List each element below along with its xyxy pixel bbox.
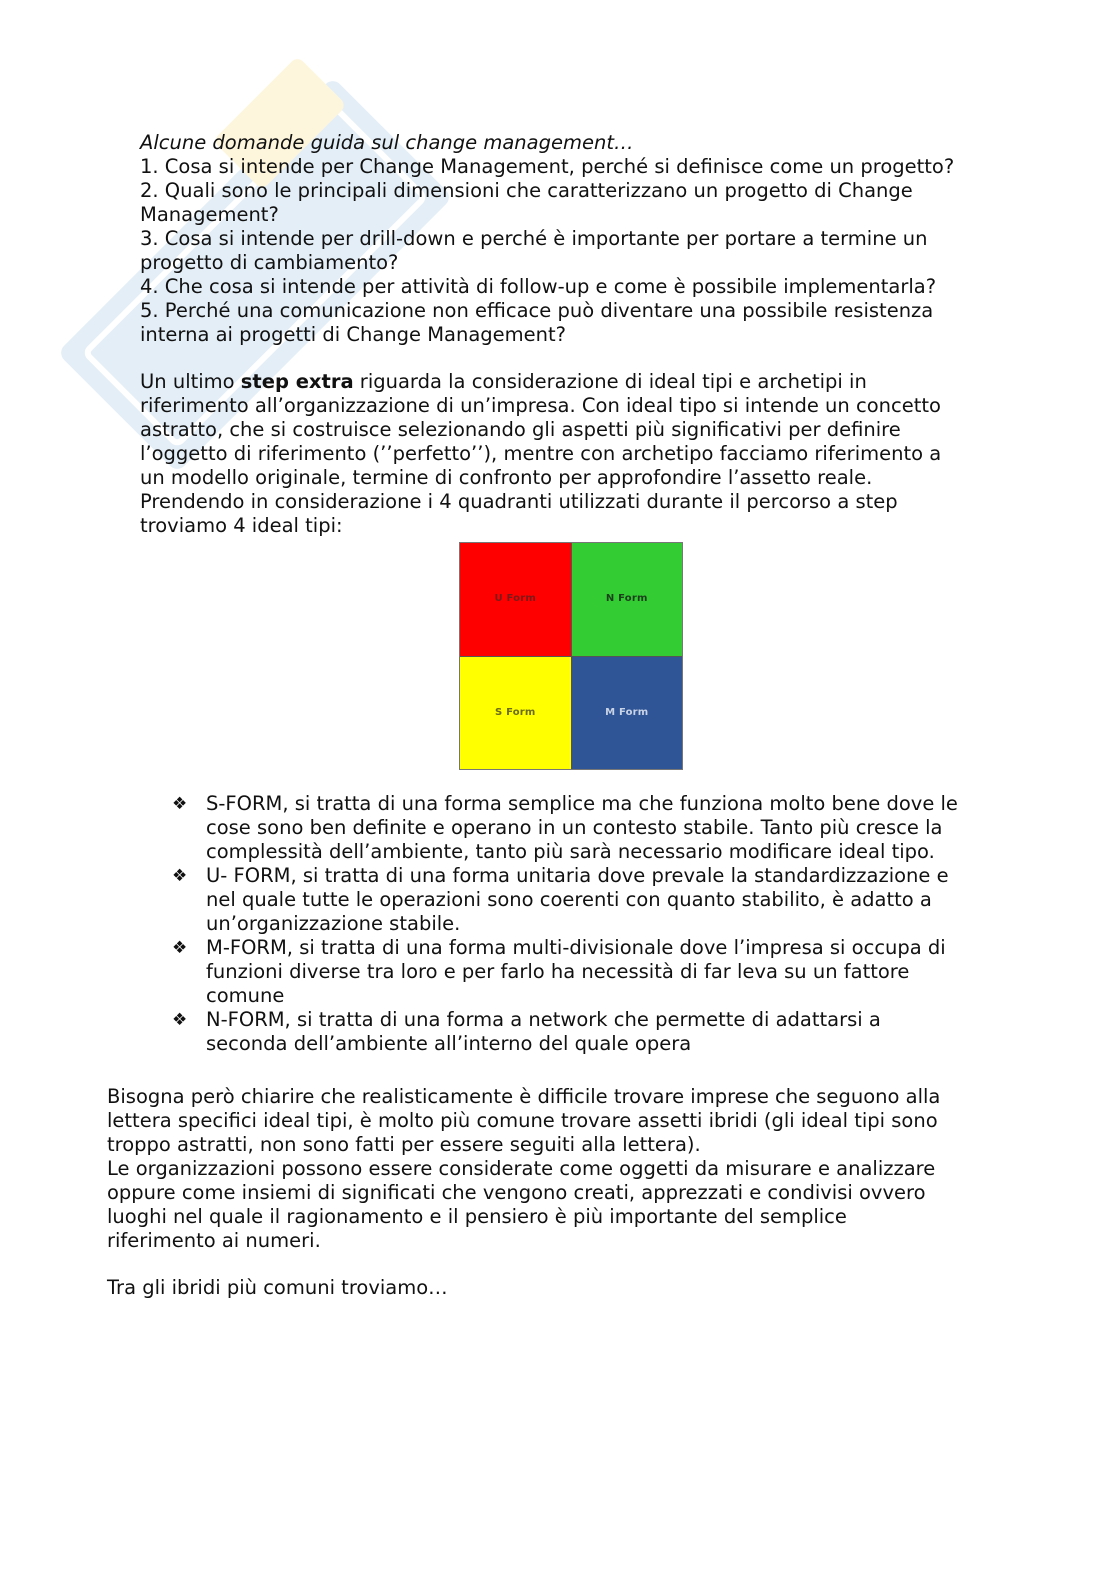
guiding-questions [140, 131, 1020, 347]
bullet-m-form [172, 936, 1052, 1008]
paragraph-line: un modello originale, termine di confronto per approfondire l’assetto reale. [140, 466, 873, 489]
paragraph-line: Le organizzazioni possono essere considerate come oggetti da misurare e analizzare [107, 1157, 936, 1180]
question-line: 5. Perché una comunicazione non efficace può diventare una possibile resistenza [140, 299, 934, 322]
paragraph-line: troppo astratti, non sono fatti per essere seguiti alla lettera). [107, 1133, 701, 1156]
paragraph-line: riferimento ai numeri. [107, 1229, 321, 1252]
bullet-s-form [172, 792, 1052, 864]
paragraph-hybrids [107, 1085, 1007, 1253]
diamond-bullet-icon: ❖ [172, 938, 188, 958]
bold-step-extra: step extra [240, 370, 354, 393]
question-3 [140, 227, 1020, 275]
paragraph-line: Prendendo in considerazione i 4 quadranti utilizzati durante il percorso a step [140, 490, 898, 513]
lead-text: Un ultimo [140, 370, 241, 393]
quadrant-n-form: N Form [572, 543, 683, 656]
form-bullet-list [172, 792, 1052, 1056]
diamond-bullet-icon: ❖ [172, 794, 188, 814]
paragraph-ideal-types [140, 370, 1020, 538]
bullet-line: un’organizzazione stabile. [206, 912, 461, 935]
question-1 [140, 155, 1020, 179]
closing-line: Tra gli ibridi più comuni troviamo… [107, 1276, 448, 1299]
paragraph-line: oppure come insiemi di significati che vengono creati, apprezzati e condivisi ovvero [107, 1181, 926, 1204]
question-4 [140, 275, 1020, 299]
bullet-line: seconda dell’ambiente all’interno del quale opera [206, 1032, 692, 1055]
paragraph-line: luoghi nel quale il ragionamento e il pensiero è più importante del semplice [107, 1205, 847, 1228]
question-line: 1. Cosa si intende per Change Management, perché si definisce come un progetto? [140, 155, 955, 178]
question-5 [140, 299, 1020, 347]
diamond-bullet-icon: ❖ [172, 1010, 188, 1030]
bullet-line: M-FORM, si tratta di una forma multi-divisionale dove l’impresa si occupa di [206, 936, 946, 959]
question-line: 4. Che cosa si intende per attività di follow-up e come è possibile implementarla? [140, 275, 937, 298]
bullet-n-form [172, 1008, 1052, 1056]
question-line: interna ai progetti di Change Management? [140, 323, 567, 346]
bullet-line: S-FORM, si tratta di una forma semplice ma che funziona molto bene dove le [206, 792, 958, 815]
questions-intro: Alcune domande guida sul change management… [140, 131, 634, 154]
bullet-line: U- FORM, si tratta di una forma unitaria dove prevale la standardizzazione e [206, 864, 949, 887]
paragraph-line: troviamo 4 ideal tipi: [140, 514, 343, 537]
paragraph-line: l’oggetto di riferimento (’’perfetto’’), mentre con archetipo facciamo riferimento a [140, 442, 942, 465]
quadrant-u-form: U Form [460, 543, 571, 656]
bullet-line: N-FORM, si tratta di una forma a network che permette di adattarsi a [206, 1008, 881, 1031]
paragraph-line: lettera specifici ideal tipi, è molto più comune trovare assetti ibridi (gli ideal tipi sono [107, 1109, 938, 1132]
four-quadrant-figure [459, 542, 683, 770]
diamond-bullet-icon: ❖ [172, 866, 188, 886]
bullet-line: nel quale tutte le operazioni sono coerenti con quanto stabilito, è adatto a [206, 888, 932, 911]
bullet-line: funzioni diverse tra loro e per farlo ha necessità di far leva su un fattore [206, 960, 910, 983]
paragraph-line: riferimento all’organizzazione di un’impresa. Con ideal tipo si intende un concetto [140, 394, 941, 417]
paragraph-line: astratto, che si costruisce selezionando gli aspetti più significativi per definire [140, 418, 901, 441]
quadrant-m-form: M Form [572, 657, 683, 770]
paragraph-line: Bisogna però chiarire che realisticamente è difficile trovare imprese che seguono alla [107, 1085, 941, 1108]
bullet-line: cose sono ben definite e operano in un contesto stabile. Tanto più cresce la [206, 816, 943, 839]
bullet-line: complessità dell’ambiente, tanto più sarà necessario modificare ideal tipo. [206, 840, 935, 863]
bullet-line: comune [206, 984, 285, 1007]
question-line: progetto di cambiamento? [140, 251, 399, 274]
question-2 [140, 179, 1020, 227]
paragraph-line [140, 370, 1020, 394]
quadrant-s-form: S Form [460, 657, 571, 770]
question-line: 3. Cosa si intende per drill-down e perché è importante per portare a termine un [140, 227, 928, 250]
bullet-u-form [172, 864, 1052, 936]
question-line: Management? [140, 203, 279, 226]
line-rest: riguarda la considerazione di ideal tipi e archetipi in [353, 370, 867, 393]
question-line: 2. Quali sono le principali dimensioni che caratterizzano un progetto di Change [140, 179, 913, 202]
